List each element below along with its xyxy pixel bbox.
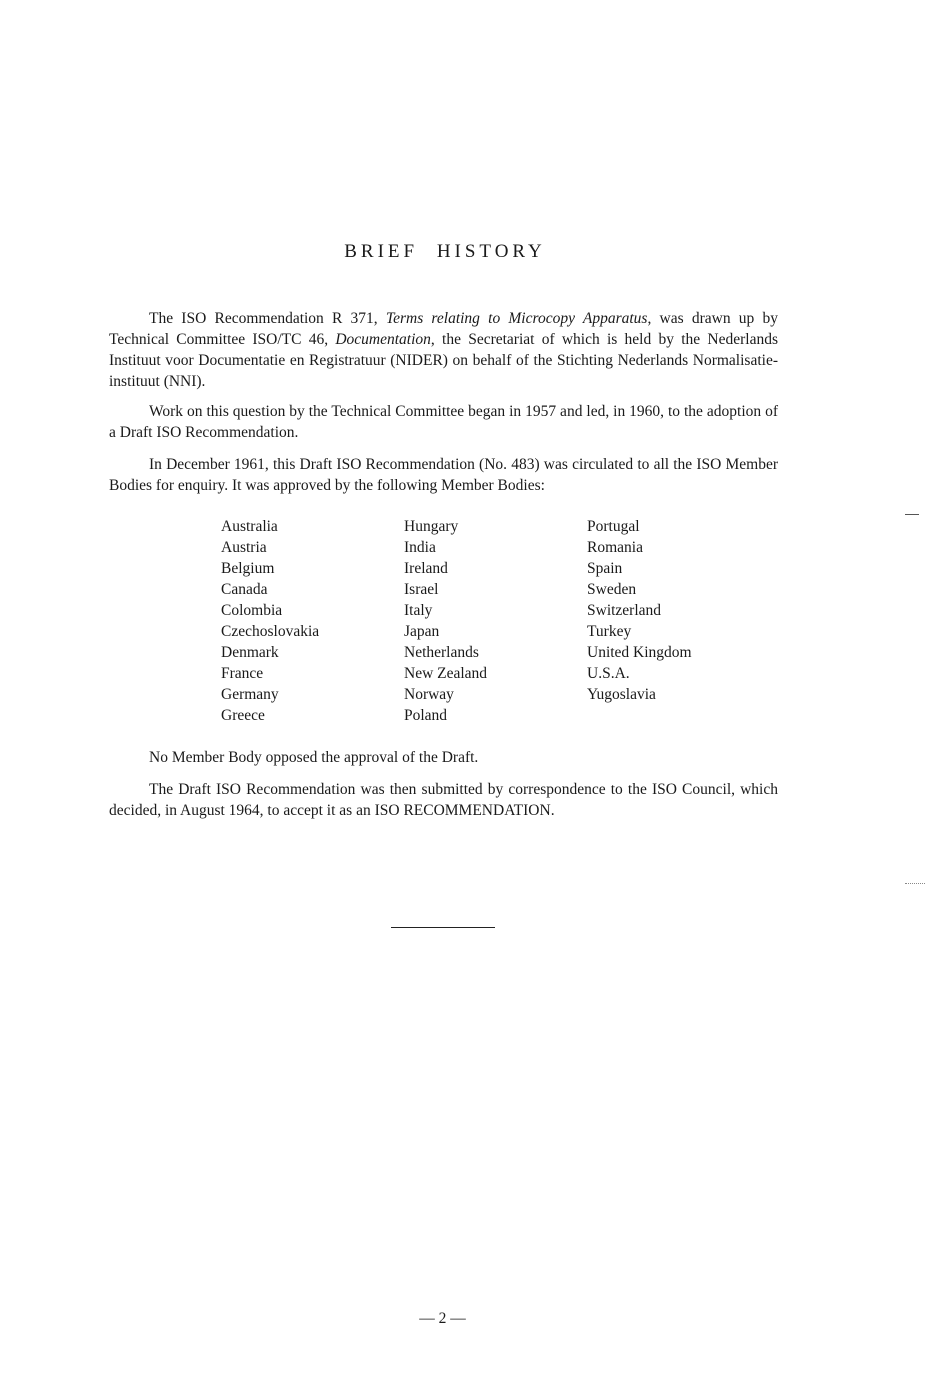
member-body: India bbox=[404, 539, 436, 556]
history-paragraph-1 bbox=[109, 308, 778, 392]
member-body: Yugoslavia bbox=[587, 686, 656, 703]
member-bodies-column-1 bbox=[221, 516, 319, 726]
member-body: Colombia bbox=[221, 602, 283, 619]
member-body: Belgium bbox=[221, 560, 275, 577]
member-body: Poland bbox=[404, 707, 448, 724]
history-paragraph-4 bbox=[109, 747, 778, 768]
member-body: New Zealand bbox=[404, 665, 488, 682]
history-paragraph-3 bbox=[109, 454, 778, 496]
p1-text-c: , the Secretariat of which is held by the Nederlands Instituut voor Documentatie en Registratuur (NIDER) on behalf of the Stichting Nederlands Normalisatie-instituut (NNI). bbox=[109, 331, 778, 390]
member-bodies-column-3 bbox=[587, 516, 692, 705]
member-body: France bbox=[221, 665, 264, 682]
member-body: Spain bbox=[587, 560, 623, 577]
p5-text: The Draft ISO Recommendation was then submitted by correspondence to the ISO Council, which decided, in August 1964, to accept it as an ISO RECOMMENDATION. bbox=[109, 781, 778, 819]
member-body: Germany bbox=[221, 686, 279, 703]
member-body: Netherlands bbox=[404, 644, 479, 661]
p1-text-b: , was drawn up by Technical Committee ISO/TC 46, bbox=[109, 310, 778, 348]
member-body: U.S.A. bbox=[587, 665, 630, 682]
member-body: Sweden bbox=[587, 581, 637, 598]
member-body: Czechoslovakia bbox=[221, 623, 320, 640]
page-title: BRIEF HISTORY bbox=[344, 241, 546, 262]
margin-mark bbox=[905, 514, 919, 515]
member-body: Greece bbox=[221, 707, 265, 724]
history-paragraph-5 bbox=[109, 779, 778, 821]
margin-mark bbox=[905, 883, 925, 884]
member-body: United Kingdom bbox=[587, 644, 692, 661]
member-body: Norway bbox=[404, 686, 454, 703]
member-body: Romania bbox=[587, 539, 643, 556]
member-body: Denmark bbox=[221, 644, 279, 661]
p4-text: No Member Body opposed the approval of the Draft. bbox=[149, 749, 479, 766]
p2-text: Work on this question by the Technical Committee began in 1957 and led, in 1960, to the adoption of a Draft ISO Recommendation. bbox=[109, 403, 778, 441]
member-body: Austria bbox=[221, 539, 267, 556]
member-body: Canada bbox=[221, 581, 268, 598]
member-body: Israel bbox=[404, 581, 439, 598]
section-end-rule bbox=[391, 927, 495, 928]
member-body: Hungary bbox=[404, 518, 459, 535]
member-body: Japan bbox=[404, 623, 440, 640]
member-body: Australia bbox=[221, 518, 278, 535]
member-body: Ireland bbox=[404, 560, 448, 577]
history-paragraph-2 bbox=[109, 401, 778, 443]
member-body: Italy bbox=[404, 602, 433, 619]
member-body: Turkey bbox=[587, 623, 632, 640]
member-body: Portugal bbox=[587, 518, 640, 535]
member-body: Switzerland bbox=[587, 602, 662, 619]
member-bodies-column-2 bbox=[404, 516, 487, 726]
p3-text: In December 1961, this Draft ISO Recommendation (No. 483) was circulated to all the ISO Member Bodies for enquiry. It was approved by the following Member Bodies: bbox=[109, 456, 778, 494]
p1-italic-title: Terms relating to Microcopy Apparatus bbox=[385, 310, 648, 327]
p1-text-a: The ISO Recommendation R 371, bbox=[149, 310, 386, 327]
page-number: — 2 — bbox=[419, 1310, 466, 1327]
p1-italic-committee: Documentation bbox=[335, 331, 431, 348]
